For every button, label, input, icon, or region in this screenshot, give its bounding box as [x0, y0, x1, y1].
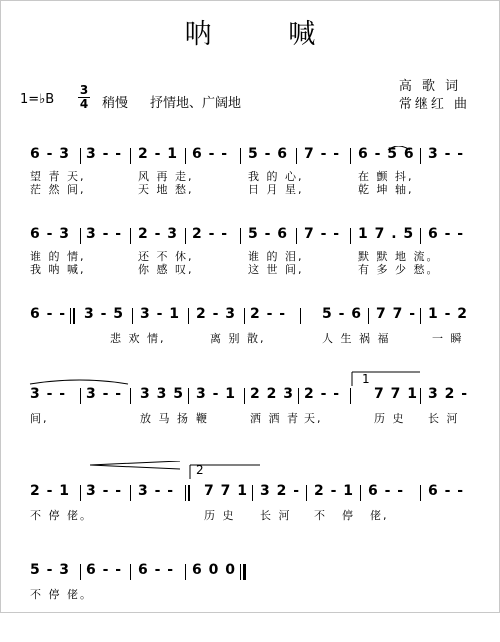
- lyric: 长 河: [260, 509, 292, 522]
- staff-line-6: [0, 562, 500, 642]
- measure: 7 - -: [304, 226, 341, 242]
- lyric: 望 青 天,: [30, 170, 86, 183]
- lyric: 谁 的 泪,: [248, 250, 304, 263]
- measure: 3 2 -: [428, 386, 469, 402]
- measure: 7 7 -: [376, 306, 417, 322]
- measure: 6 - 3: [30, 226, 71, 242]
- lyric: 历 史: [204, 509, 236, 522]
- measure: 3 - -: [86, 483, 123, 499]
- measure: 6 - 3: [30, 146, 71, 162]
- lyric: 不: [314, 509, 327, 522]
- barline: [80, 564, 81, 580]
- measure: 3 - -: [86, 386, 123, 402]
- measure: 2 - -: [304, 386, 341, 402]
- barline: [130, 564, 131, 580]
- lyric: 人 生 祸 福: [322, 332, 391, 345]
- staff-line-2: [0, 226, 500, 306]
- lyric: 一 瞬: [432, 332, 464, 345]
- measure: 6 - -: [428, 226, 465, 242]
- measure: 6 0 0: [192, 562, 236, 578]
- tempo-marking: 稍慢: [102, 96, 129, 111]
- style-marking: 抒情地、广阔地: [150, 96, 242, 111]
- lyric: 不 停 佬。: [30, 588, 93, 601]
- lyric: 我 的 心,: [248, 170, 304, 183]
- lyric: 长 河: [428, 412, 460, 425]
- measure: 3 - 1: [140, 306, 181, 322]
- measure: 3 - 1: [196, 386, 237, 402]
- second-ending-label: 2: [196, 463, 206, 477]
- measure: 2 - 1: [138, 146, 179, 162]
- composer-credit: 常继红 曲: [398, 97, 470, 112]
- measure: 5 - 6: [322, 306, 363, 322]
- lyric: 停: [342, 509, 355, 522]
- measure: 2 - -: [192, 226, 229, 242]
- lyric: 你 感 叹,: [138, 263, 194, 276]
- measure: 7 7 1: [204, 483, 248, 499]
- lyric: 默 默 地 流。: [358, 250, 440, 263]
- measure: 6 - -: [192, 146, 229, 162]
- measure: 3 - -: [30, 386, 67, 402]
- lyric: 谁 的 情,: [30, 250, 86, 263]
- measure: 7 7 1: [374, 386, 418, 402]
- measure: 6 - -: [30, 306, 67, 322]
- lyric: 悲 欢 情,: [110, 332, 166, 345]
- lyric: 乾 坤 轴,: [358, 183, 414, 196]
- staff-line-1: [0, 146, 500, 226]
- measure: 6 - 5 6: [358, 146, 415, 162]
- credits: [399, 78, 470, 114]
- lyric: 我 呐 喊,: [30, 263, 86, 276]
- measure: 5 - 6: [248, 226, 289, 242]
- key-signature: 1=♭B: [20, 92, 55, 107]
- final-barline: [240, 564, 241, 580]
- measure: 2 - -: [250, 306, 287, 322]
- measure: 1 - 2: [428, 306, 469, 322]
- measure: 3 3 5: [140, 386, 184, 402]
- measure: 3 2 -: [260, 483, 301, 499]
- measure: 3 - -: [428, 146, 465, 162]
- measure: 6 - -: [138, 562, 175, 578]
- lyric: 离 别 散,: [210, 332, 266, 345]
- measure: 6 - -: [428, 483, 465, 499]
- lyric: 有 多 少 愁。: [358, 263, 440, 276]
- measure: 2 - 3: [196, 306, 237, 322]
- barline: [185, 564, 186, 580]
- song-title: 呐 喊: [184, 19, 350, 50]
- lyric: 佬,: [370, 509, 389, 522]
- lyric: 历 史: [374, 412, 406, 425]
- staff-line-5: [0, 463, 500, 563]
- lyric: 鞭: [196, 412, 209, 425]
- time-signature: [78, 84, 90, 111]
- lyric: 茫 然 间,: [30, 183, 86, 196]
- measure: 2 - 1: [314, 483, 355, 499]
- measure: 3 - 5: [84, 306, 125, 322]
- measure: 5 - 3: [30, 562, 71, 578]
- measure: 6 - -: [368, 483, 405, 499]
- lyric: 洒 洒 青: [250, 412, 300, 425]
- measure: 7 - -: [304, 146, 341, 162]
- meter-denominator: 4: [79, 97, 89, 111]
- measure: 2 2 3: [250, 386, 294, 402]
- staff-line-4: [0, 372, 500, 466]
- lyric: 在 颤 抖,: [358, 170, 414, 183]
- lyric: 放 马 扬: [140, 412, 190, 425]
- slur-marks: [0, 370, 500, 410]
- first-ending-label: 1: [362, 372, 372, 386]
- meter-numerator: 3: [79, 83, 89, 97]
- measure: 5 - 6: [248, 146, 289, 162]
- measure: 6 - -: [86, 562, 123, 578]
- lyric: 这 世 间,: [248, 263, 304, 276]
- final-barline: [243, 564, 246, 580]
- measure: 1 7 . 5: [358, 226, 415, 242]
- notes-row: [0, 562, 500, 584]
- lyric: 不 停 佬。: [30, 509, 93, 522]
- lyric: 风 再 走,: [138, 170, 194, 183]
- lyric: 还 不 休,: [138, 250, 194, 263]
- measure: 2 - 1: [30, 483, 71, 499]
- measure: 3 - -: [86, 146, 123, 162]
- lyric: 间,: [30, 412, 49, 425]
- lyric: 天,: [304, 412, 323, 425]
- measure: 3 - -: [138, 483, 175, 499]
- lyric: 日 月 星,: [248, 183, 304, 196]
- lyric: 天 地 愁,: [138, 183, 194, 196]
- measure: 2 - 3: [138, 226, 179, 242]
- lyricist-credit: 高 歌 词: [398, 79, 462, 94]
- slur-marks: [0, 461, 500, 501]
- measure: 3 - -: [86, 226, 123, 242]
